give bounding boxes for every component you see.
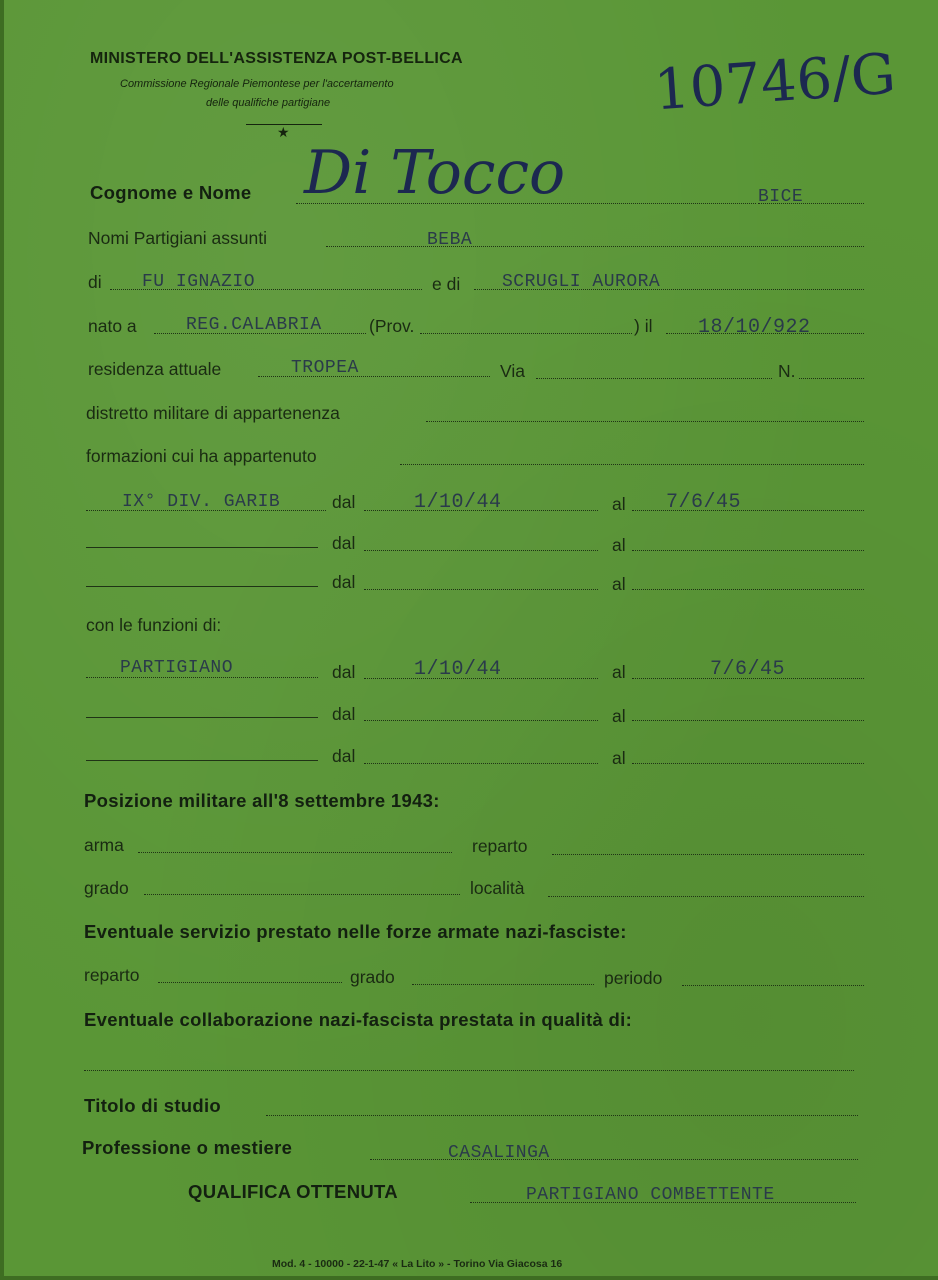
formazione-3-al-line [632,589,864,590]
collaborazione-line [84,1070,854,1071]
residenza-line [258,376,490,377]
file-number: 10746/G [652,41,898,124]
professione-label: Professione o mestiere [82,1137,293,1158]
formazione-2-al-line [632,550,864,551]
periodo-line [682,985,864,986]
nome-line [758,203,864,204]
collaborazione-label: Eventuale collaborazione nazi-fascista prestata in qualità di: [84,1009,633,1030]
n-line [799,378,864,379]
formazione-1-dal-line [364,510,598,511]
reparto-label: reparto [472,836,528,856]
cognome-label: Cognome e Nome [90,182,252,203]
via-line [536,378,772,379]
grado-line [144,894,460,895]
arma-line [138,852,452,853]
funzione-1-al: 7/6/45 [710,658,786,681]
funzione-1-al-line [632,678,864,679]
prov-line [420,333,632,334]
distretto-label: distretto militare di appartenenza [86,403,340,423]
grado2-line [412,984,594,985]
cognome-line [296,203,756,204]
grado-label: grado [84,878,129,898]
funzione-3-al-label: al [612,748,626,768]
funzione-2-line [86,717,318,718]
funzione-1-dal-label: dal [332,662,356,682]
funzione-1-al-label: al [612,662,626,682]
professione-line [370,1159,858,1160]
birth-date: 18/10/922 [698,316,811,339]
formazione-3-al-label: al [612,574,626,594]
funzione-3-al-line [632,763,864,764]
formazione-1-al-label: al [612,494,626,514]
formazione-1-al: 7/6/45 [666,491,742,514]
servizio-label: Eventuale servizio prestato nelle forze armate nazi-fasciste: [84,921,627,942]
di-label: di [88,272,102,292]
formazione-1-dal-label: dal [332,492,356,512]
birth-date-line [666,333,864,334]
formazione-2-line [86,547,318,548]
qualifica-value: PARTIGIANO COMBETTENTE [526,1185,775,1205]
prov-label: (Prov. [369,316,415,336]
nato-label: nato a [88,316,137,336]
formazione-3-dal-label: dal [332,572,356,592]
funzioni-label: con le funzioni di: [86,615,222,635]
funzione-1-line [86,677,318,678]
funzione-1-name: PARTIGIANO [120,658,234,678]
funzione-2-al-label: al [612,706,626,726]
posizione-label: Posizione militare all'8 settembre 1943: [84,790,440,811]
funzione-2-al-line [632,720,864,721]
funzione-3-dal-line [364,763,598,764]
qualifica-line [470,1202,856,1203]
commission-line-2: delle qualifiche partigiane [206,97,331,109]
funzione-2-dal-label: dal [332,704,356,724]
formazione-2-dal-line [364,550,598,551]
reparto2-line [158,982,342,983]
funzione-3-line [86,760,318,761]
formazione-1-name: IX° DIV. GARIB [122,492,281,512]
nomi-line [326,246,864,247]
nome-value: BICE [758,187,804,207]
funzione-1-dal-line [364,678,598,679]
nato-line [154,333,366,334]
nomi-value: BEBA [427,230,473,250]
formazione-3-line [86,586,318,587]
madre-line [474,289,864,290]
via-label: Via [500,361,525,381]
madre-value: SCRUGLI AURORA [502,272,661,292]
padre-line [110,289,422,290]
grado2-label: grado [350,967,395,987]
residenza-label: residenza attuale [88,359,222,379]
residenza-value: TROPEA [291,358,359,378]
periodo-label: periodo [604,968,663,988]
titolo-line [266,1115,858,1116]
commission-line: Commissione Regionale Piemontese per l'accertamento [120,78,394,90]
professione-value: CASALINGA [448,1143,550,1163]
formazione-2-dal-label: dal [332,533,356,553]
padre-value: FU IGNAZIO [142,272,256,292]
titolo-label: Titolo di studio [84,1095,222,1116]
reparto2-label: reparto [84,965,140,985]
ministry-title: MINISTERO DELL'ASSISTENZA POST-BELLICA [90,50,463,67]
formazione-1-dal: 1/10/44 [414,491,502,514]
formazioni-label: formazioni cui ha appartenuto [86,446,317,466]
formazione-1-al-line [632,510,864,511]
formazioni-line [400,464,864,465]
edi-label: e di [432,274,461,294]
formazione-3-dal-line [364,589,598,590]
localita-label: località [470,878,525,898]
reparto-line [552,854,864,855]
qualifica-label: QUALIFICA OTTENUTA [188,1181,398,1202]
funzione-3-dal-label: dal [332,746,356,766]
il-label: ) il [634,316,653,336]
n-label: N. [778,361,796,381]
star-icon: ★ [277,126,290,141]
arma-label: arma [84,835,124,855]
footer-imprint: Mod. 4 - 10000 - 22-1-47 « La Lito » - Torino Via Giacosa 16 [272,1258,563,1270]
localita-line [548,896,864,897]
funzione-2-dal-line [364,720,598,721]
funzione-1-dal: 1/10/44 [414,658,502,681]
distretto-line [426,421,864,422]
nomi-label: Nomi Partigiani assunti [88,228,267,248]
formazione-2-al-label: al [612,535,626,555]
nato-value: REG.CALABRIA [186,315,322,335]
formazione-1-line [86,510,326,511]
cognome-value: Di Tocco [304,138,566,208]
